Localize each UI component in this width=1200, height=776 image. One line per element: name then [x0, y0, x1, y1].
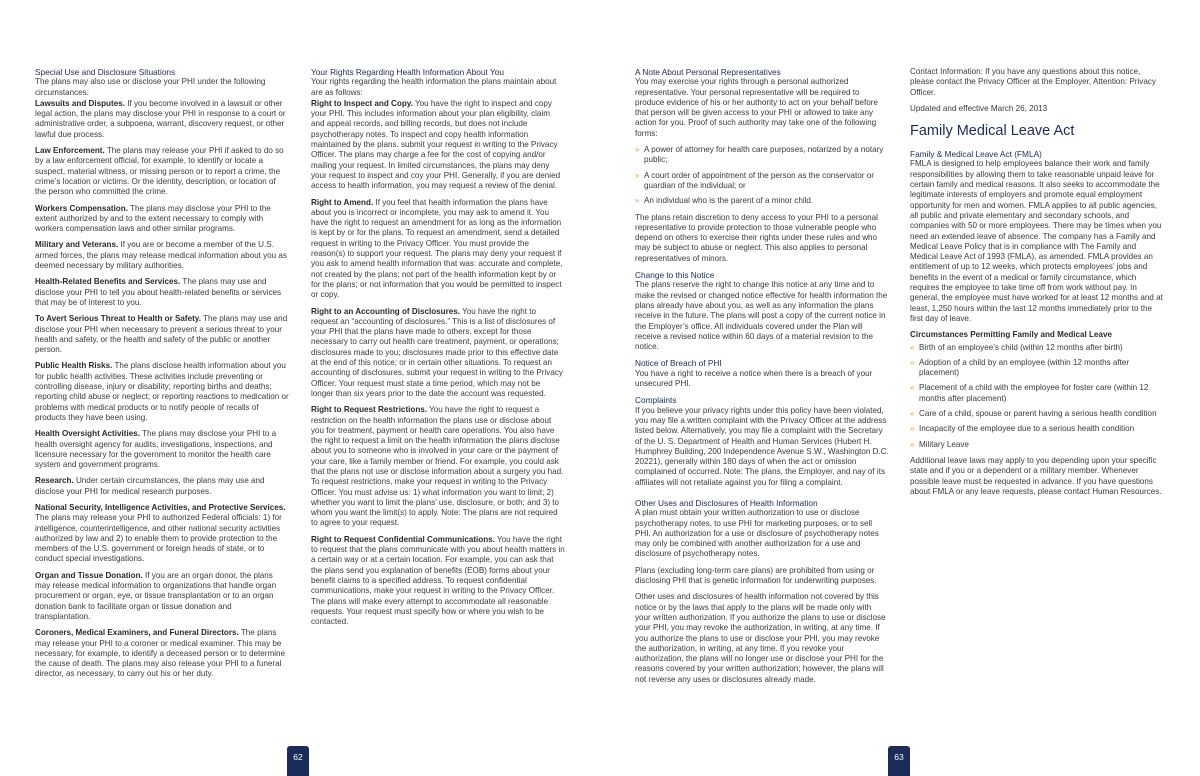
special-use-title: Coroners, Medical Examiners, and Funeral Directors.: [35, 628, 239, 638]
special-use-text: If you become involved in a lawsuit or other legal action, the plans may disclose your PHI in response to a court or administrative order, a subpoena, warrant, discovery request, or other lawful due process.: [35, 98, 286, 139]
right-paragraph: [311, 198, 565, 301]
special-use-paragraph: [35, 476, 289, 497]
column-2: [311, 67, 565, 633]
page-number-left: 62: [287, 746, 309, 776]
other-uses-p1: A plan must obtain your written authorization to use or disclose psychotherapy notes, to use PHI for marketing purposes, or to sell PHI. An authorization for a use or disclosure of psychotherapy notes may only be combined with another authorization for a use and disclosure of psychotherapy notes.: [635, 508, 879, 559]
special-use-paragraph: [35, 429, 289, 470]
breach-text: You have a right to receive a notice when there is a breach of your unsecured PHI.: [635, 368, 873, 389]
section-heading-other-uses: Other Uses and Disclosures of Health Information: [635, 497, 818, 508]
special-use-title: To Avert Serious Threat to Health or Safety.: [35, 314, 201, 324]
special-use-paragraph: [35, 503, 289, 565]
special-use-paragraph: [35, 628, 289, 679]
fmla-text: FMLA is designed to help employees balance their work and family responsibilities by allowing them to take reasonable unpaid leave for certain family and medical reasons. It also seeks to accommodate the legitimate interests of employers and promote equal employment opportunity for men and women. FMLA applies to all public agencies, all public and private elementary and secondary schools, and companies with 50 or more employees. There may be times when you need an extended leave of absence. The company has a Family and Medical Leave Policy that is in compliance with The Family and Medical Leave Act of 1993 (FMLA), as amended. FMLA provides an entitlement of up to 12 weeks, which protects employees’ jobs and benefits in the event of a medical or family circumstance, which requires the employee to take time off from work without pay. In general, the employee must have worked for at least 12 months and at least, 1,250 hours within the last 12 months immediately prior to the first day of leave.: [910, 159, 1163, 323]
special-use-text: The plans disclose health information about you for public health activities. These activities include preventing or controlling disease, injury or disability; reporting births and deaths; reporting child abuse or neglect; or reporting reactions to medication or problems with medical products or to notify people of recalls of products they have been using.: [35, 361, 289, 422]
circumstance-bullet-text: Military Leave: [919, 439, 969, 449]
fmla-page-title: Family Medical Leave Act: [910, 123, 1075, 140]
rep-bullet-item: [635, 171, 889, 192]
change-text: The plans reserve the right to change this notice at any time and to make the revised or changed notice effective for health information the plans already have about you, as well as any information the plans receive in the future. The plans will post a copy of the current notice in the Employer’s office. All individuals covered under the Plan will receive a revised notice within 60 days of a material revision to the notice.: [635, 280, 888, 352]
special-use-text: Under certain circumstances, the plans may use and disclose your PHI for medical research purposes.: [35, 476, 265, 496]
rep-intro: You may exercise your rights through a personal authorized representative. Your personal representative will be required to produce evidence of his or her authority to act on your behalf before that person will be given access to your PHI or allowed to take any action for you. Proof of such authority may take one of the following forms:: [635, 77, 878, 138]
special-use-paragraph: [35, 361, 289, 423]
rep-bullet-text: A power of attorney for health care purposes, notarized by a notary public;: [644, 145, 884, 165]
section-heading-personal-representatives: A Note About Personal Representatives: [635, 67, 781, 77]
bullet-chevron-icon: »: [635, 145, 640, 155]
circumstance-bullet-item: [910, 424, 1164, 434]
circumstance-bullet-text: Care of a child, spouse or parent having a serious health condition: [919, 409, 1157, 419]
rep-bullet-text: A court order of appointment of the person as the conservator or guardian of the individual; or: [644, 170, 874, 190]
special-use-title: Workers Compensation.: [35, 203, 128, 213]
right-title: Right to Request Restrictions.: [311, 405, 428, 415]
right-text: If you feel that health information the plans have about you is incorrect or incomplete, you may ask to amend it. You have the right to request an amendment for as long as the information is kept by or for the plans. To request an amendment, send a detailed request in writing to the Privacy Officer. You must provide the reason(s) to support your request. The plans may deny your request if you ask to amend health information that was: accurate and complete, not created by the plans; not part of the health information kept by or for the plans; or not information that you would be permitted to inspect or copy.: [311, 197, 563, 300]
rep-bullet-item: [635, 145, 889, 166]
circumstances-bullet-list: [910, 343, 1164, 450]
special-use-paragraph: [35, 571, 289, 622]
circumstance-bullet-text: Adoption of a child by an employee (within 12 months after placement): [919, 357, 1130, 378]
special-use-items: [35, 99, 289, 680]
circumstance-bullet-text: Incapacity of the employee due to a serious health condition: [919, 424, 1135, 434]
section-heading-change-notice: Change to this Notice: [635, 270, 715, 281]
bullet-chevron-icon: »: [635, 196, 640, 206]
special-use-title: Law Enforcement.: [35, 146, 105, 156]
special-use-paragraph: [35, 99, 289, 140]
rep-bullet-text: An individual who is the parent of a minor child.: [644, 196, 814, 206]
your-rights-items: [311, 99, 565, 628]
right-paragraph: [311, 405, 565, 529]
other-uses-p3: Other uses and disclosures of health information not covered by this notice or by the laws that apply to the plans will be made only with your written authorization. If you authorize the plans to use or disclose your PHI, you may revoke the authorization, in writing, at any time. If you authorize the plans to use or disclose your PHI, you may revoke the authorization, in writing, at any time. If you revoke your authorization, the plans will no longer use or disclose your PHI for the reasons covered by your written authorization; however, the plans will not reverse any uses or disclosures already made.: [635, 592, 886, 684]
rep-bullet-list: [635, 145, 889, 206]
circumstance-bullet-text: Placement of a child with the employee for foster care (within 12 months after placement): [919, 383, 1149, 403]
right-text: You have the right to request a restriction on the health information the plans use or disclose about you for treatment, payment or health care operations. You also have the right to request a limit on the health information the plans disclose about you to someone who is involved in your care or the payment of your care, like a family member or friend. For example, you could ask that the plans not use or disclose information about a surgery you had. To request restrictions, make your request in writing to the Privacy Officer. You must advise us: 1) what information you want to limit; 2) whether you want to limit the plans’ use, disclosure, or both; and 3) to whom you want the limit(s) to apply. Note: The plans are not required to agree to your request.: [311, 405, 564, 528]
column-1: [35, 67, 289, 686]
complaints-text: If you believe your privacy rights under this policy have been violated, you may file a written complaint with the Privacy Officer at the address listed below. Alternatively, you may file a complaint with the Secretary of the U. S. Department of Health and Human Services (Hubert H. Humphrey Building, 200 Independence Avenue S.W., Washington D.C. 20221), generally within 180 days of when the act or omission complained of occurred. Note: The plans, the Employer, and nay of its affiliates will not retaliate against you for filing a complaint.: [635, 405, 889, 487]
other-uses-p2: Plans (excluding long-term care plans) are prohibited from using or disclosing PHI that is genetic information for underwriting purposes.: [635, 565, 877, 586]
right-text: You have the right to inspect and copy your PHI. This includes information about your plan eligibility, claim and appeal records, and billing records, but does not include psychotherapy notes. To inspect and copy health information maintained by the plans. submit your request in writing to the Privacy Officer. The plans may charge a fee for the cost of copying and/or mailing your request. In limited circumstances, the plans may deny your request to inspect and coy your PHI. Generally, if you are denied access to health information, you may request a review of the denial.: [311, 98, 561, 191]
section-heading-complaints: Complaints: [635, 395, 677, 406]
section-heading-your-rights: Your Rights Regarding Health Information About You: [311, 67, 504, 77]
special-use-text: The plans may release your PHI to authorized Federal officials: 1) for intelligence, counterintelligence, and other national security activities authorized by law and 2) to enable them to provide protection to the members of the U.S. government or foreign heads of state, or to conduct special investigations.: [35, 513, 282, 564]
right-text: You have the right to request an “accounting of disclosures.” This is a list of disclosures of your PHI that the plans have made to others, except for those necessary to carry out health care treatment, payment, or operations; disclosures made to you; disclosures made prior to this effective date at the end of this notice; or in certain other situations. To request an accounting of disclosures, submit your request in writing to the Privacy Officer. Your request must state a time period, which may not be longer than six years prior to the date the account was requested.: [311, 306, 563, 398]
right-title: Right to Amend.: [311, 197, 374, 207]
right-paragraph: [311, 307, 565, 400]
updated-date: Updated and effective March 26, 2013: [910, 103, 1048, 113]
special-use-intro: The plans may also use or disclose your PHI under the following circumstances:: [35, 77, 266, 97]
right-paragraph: [311, 99, 565, 192]
bullet-chevron-icon: »: [910, 409, 915, 419]
special-use-paragraph: [35, 240, 289, 271]
bullet-chevron-icon: »: [910, 342, 915, 352]
special-use-paragraph: [35, 146, 289, 197]
special-use-text: The plans may disclose your PHI to a health oversight agency for audits, investigations, inspections, and licensure necessary for the government to monitor the health care system and government programs.: [35, 429, 277, 470]
special-use-text: If you are or become a member of the U.S. armed forces, the plans may release medical information about you as deemed necessary by military authorities.: [35, 240, 287, 271]
special-use-title: Public Health Risks.: [35, 361, 113, 371]
special-use-title: Research.: [35, 476, 74, 486]
special-use-paragraph: [35, 277, 289, 308]
page-number-right: 63: [888, 746, 910, 776]
bullet-chevron-icon: »: [910, 383, 915, 393]
circumstances-heading: Circumstances Permitting Family and Medical Leave: [910, 330, 1112, 340]
bullet-chevron-icon: »: [635, 170, 640, 180]
special-use-text: If you are an organ donor, the plans may release medical information to organizations that handle organ procurement or organ, eye, or tissue transplantation or to an organ donation bank to facilitate organ or tissue donation and transplantation.: [35, 570, 277, 621]
right-title: Right to Request Confidential Communications.: [311, 534, 495, 544]
special-use-title: Organ and Tissue Donation.: [35, 570, 143, 580]
rep-outro: The plans retain discretion to deny access to your PHI to a personal representative to provide protection to those vulnerable people who depend on others to exercise their rights under these rules and who may be subject to abuse or neglect. This also applies to personal representatives of minors.: [635, 212, 878, 263]
special-use-paragraph: [35, 204, 289, 235]
special-use-title: Health Oversight Activities.: [35, 429, 140, 439]
special-use-text: The plans may release your PHI if asked to do so by a law enforcement official, for example, to identify or locate a suspect, material witness, or missing person or to report a crime, the crime’s location or victims. Or the identity, description, or location of the person who committed the crime.: [35, 146, 284, 197]
right-title: Right to an Accounting of Disclosures.: [311, 306, 460, 316]
right-title: Right to Inspect and Copy.: [311, 98, 413, 108]
bullet-chevron-icon: »: [910, 424, 915, 434]
contact-information: Contact Information: If you have any questions about this notice, please contact the Privacy Officer at the Employer, Attention: Privacy Officer.: [910, 67, 1156, 97]
rep-bullet-item: [635, 196, 889, 206]
column-4: [910, 67, 1164, 503]
special-use-text: The plans may release your PHI to a coroner or medical examiner. This may be necessary, for example, to identify a deceased person or to determine the cause of death. The plans may also release your PHI to a funeral director, as necessary, to carry out his or her duty.: [35, 628, 285, 679]
circumstance-bullet-item: [910, 358, 1164, 379]
circumstance-bullet-text: Birth of an employee’s child (within 12 months after birth): [919, 342, 1123, 352]
special-use-title: Health-Related Benefits and Services.: [35, 277, 181, 287]
circumstance-bullet-item: [910, 440, 1164, 450]
circumstance-bullet-item: [910, 409, 1164, 419]
bullet-chevron-icon: »: [910, 357, 915, 367]
special-use-paragraph: [35, 314, 289, 355]
section-heading-breach: Notice of Breach of PHI: [635, 358, 722, 369]
column-3: [635, 67, 889, 691]
fmla-closing: Additional leave laws may apply to you depending upon your specific state and if you or a dependent or a military member. Whenever possible leave must be requested in advance. If you have questions about FMLA or any leave requests, please contact Human Resources.: [910, 455, 1162, 496]
special-use-title: Lawsuits and Disputes.: [35, 98, 125, 108]
special-use-text: The plans may disclose your PHI to the extent authorized by and to the extent necessary to comply with workers compensation laws and other similar programs.: [35, 203, 271, 234]
section-heading-fmla: Family & Medical Leave Act (FMLA): [910, 149, 1042, 160]
special-use-text: The plans may use and disclose your PHI to tell you about health-related benefits or services that may be of interest to you.: [35, 277, 282, 307]
bullet-chevron-icon: »: [910, 439, 915, 449]
special-use-title: National Security, Intelligence Activities, and Protective Services.: [35, 502, 286, 512]
circumstance-bullet-item: [910, 343, 1164, 353]
circumstance-bullet-item: [910, 383, 1164, 404]
your-rights-intro: Your rights regarding the health information the plans maintain about are as follows:: [311, 77, 557, 97]
right-text: You have the right to request that the plans communicate with you about health matters in a certain way or at a certain location. For example, you can ask that the plans send you explanation of benefits (EOB) forms about your benefit claims to a specified address. To request confidential communications, make your request in writing to the Privacy Officer. The plans will make every attempt to accommodate all reasonable requests. Your request must specify how or where you wish to be contacted.: [311, 534, 565, 627]
special-use-text: The plans may use and disclose your PHI when necessary to prevent a serious threat to your health and safety, or the health and safety of the public or another person.: [35, 314, 288, 355]
right-paragraph: [311, 535, 565, 628]
special-use-title: Military and Veterans.: [35, 240, 119, 250]
section-heading-special-use: Special Use and Disclosure Situations: [35, 67, 176, 77]
